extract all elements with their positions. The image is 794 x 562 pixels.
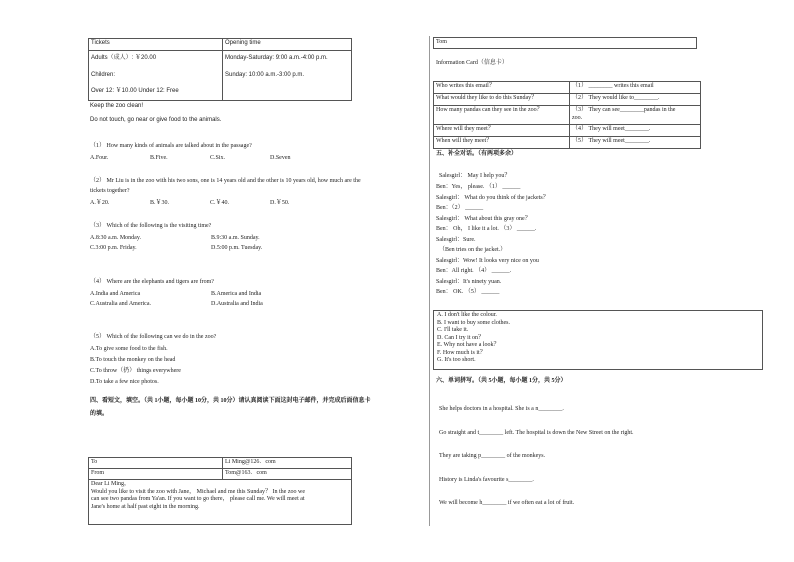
q1-option-c: C.Six. xyxy=(210,155,226,161)
info-q-1: Who writes this email？ xyxy=(434,82,570,94)
q2-option-d: D.￥50. xyxy=(270,200,290,206)
question-2: （2） Mr Liu is in the zoo with his two sons, one is 14 years old and the other is 10 years old, how much are the xyxy=(90,178,361,184)
dialogue-line-9: Salesgirl：Wow! It looks very nice on you xyxy=(436,258,539,264)
info-a-5: （5） They will meet________. xyxy=(570,137,701,149)
sunday-hours: Sunday: 10:00 a.m.-3:00 p.m. xyxy=(225,71,305,78)
email-line-1: Would you like to visit the zoo with Jane， Michael and me this Sunday？ In the zoo we xyxy=(91,488,305,495)
info-card-table xyxy=(433,81,701,149)
q1-option-d: D.Seven xyxy=(270,155,291,161)
choice-b: B. I want to buy some clothes. xyxy=(437,319,510,326)
tom-signature-box xyxy=(433,37,697,49)
email-from-label: From xyxy=(89,469,223,480)
info-card-title: Information Card（信息卡） xyxy=(436,60,508,66)
tickets-header: Tickets xyxy=(89,39,223,51)
opening-header: Opening time xyxy=(223,39,352,51)
notice-animals: Do not touch, go near or give food to the animals. xyxy=(90,117,222,123)
info-a-2: （2） They would like to________. xyxy=(570,94,701,106)
opening-times xyxy=(223,51,352,101)
question-4: （4） Where are the elephants and tigers are from? xyxy=(90,279,214,285)
email-to-value: Li Ming@126．com xyxy=(223,458,352,469)
q5-option-d: D.To take a few nice photos. xyxy=(90,379,159,385)
question-1: （1） How many kinds of animals are talked about in the passage? xyxy=(90,143,252,149)
dialogue-line-1: Salesgirl： May I help you？ xyxy=(439,173,511,179)
question-2-cont: tickets together? xyxy=(90,188,130,194)
info-a-3: （3） They can see________pandas in the xyxy=(572,107,676,113)
info-a-4: （4） They will meet________. xyxy=(570,125,701,137)
info-a-3-cell xyxy=(570,106,701,125)
dialogue-line-11: Salesgirl：It's ninety yuan. xyxy=(436,279,502,285)
q2-option-c: C.￥40. xyxy=(210,200,230,206)
column-divider xyxy=(429,36,430,526)
choice-g: G. It's too short. xyxy=(437,357,476,363)
adult-price: Adults（成人）: ￥20.00 xyxy=(91,55,157,61)
dialogue-line-3: Salesgirl： What do you think of the jackets？ xyxy=(436,195,549,201)
ticket-table xyxy=(88,38,352,101)
email-body xyxy=(89,480,352,525)
q5-option-b: B.To touch the monkey on the head xyxy=(90,357,176,363)
q3-option-d: D.5:00 p.m. Tuesday. xyxy=(211,245,263,251)
ticket-prices xyxy=(89,51,223,101)
section-5-title: 五、补全对话。（有两项多余） xyxy=(436,151,518,157)
spelling-2: Go straight and t________ left. The hospital is down the New Street on the right. xyxy=(439,430,634,436)
choice-d: D. Can I try it on？ xyxy=(437,334,484,341)
q2-option-a: A.￥20. xyxy=(90,200,110,206)
notice-clean: Keep the zoo clean! xyxy=(90,103,144,109)
spelling-4: History is Linda's favourite s________. xyxy=(439,477,534,483)
weekday-hours: Monday-Saturday: 9:00 a.m.-4:00 p.m. xyxy=(225,55,328,61)
email-from-value: Tom@163．com xyxy=(223,469,352,480)
section-4-title: 四、看短文，填空。（共 1小题，每小题 10分，共 10分）请认真阅读下面这封电子邮件，并完成后面信息卡 xyxy=(90,398,371,404)
choice-e: E. Why not have a look？ xyxy=(437,342,500,348)
email-to-label: To xyxy=(89,458,223,469)
children-price: Over 12: ￥10.00 Under 12: Free xyxy=(91,88,179,94)
spelling-5: We will become h________ if we often eat a lot of fruit. xyxy=(439,500,575,506)
dialogue-line-5: Salesgirl： What about this gray one？ xyxy=(436,216,531,222)
children-label: Children: xyxy=(91,71,116,78)
info-q-2: What would they like to do this Sunday？ xyxy=(434,94,570,106)
q5-option-a: A.To give some food to the fish. xyxy=(90,346,168,352)
dialogue-line-4: Ben：（2） ______ xyxy=(436,205,484,211)
email-line-2: can see two pandas from Ya'an. If you want to go there， please call me. We will meet at xyxy=(91,496,305,502)
info-q-3: How many pandas can they see in the zoo？ xyxy=(434,106,570,125)
email-table xyxy=(88,457,352,525)
info-q-4: Where will they meet？ xyxy=(434,125,570,137)
dialogue-line-8: （Ben tries on the jacket.） xyxy=(439,247,507,253)
section-4-title-cont: 的填。 xyxy=(90,411,109,417)
info-a-3-cont: zoo. xyxy=(572,114,583,121)
section-6-title: 六、单词拼写。（共 5小题，每小题 1分，共 5分） xyxy=(436,378,567,384)
email-line-3: Jane's home at half past eight in the morning. xyxy=(91,503,200,510)
choice-f: F. How much is it？ xyxy=(437,349,486,356)
info-a-1: （1） ________ writes this email xyxy=(570,82,701,94)
q1-option-a: A.Four. xyxy=(90,155,109,161)
email-greeting: Dear Li Ming， xyxy=(91,481,130,487)
q1-option-b: B.Five. xyxy=(150,155,168,161)
q4-option-a: A.India and America xyxy=(90,291,141,297)
q4-option-c: C.Australia and America. xyxy=(90,301,151,307)
spelling-1: She helps doctors in a hospital. She is a n________. xyxy=(439,406,564,412)
dialogue-line-7: Salesgirl：Sure. xyxy=(436,237,476,243)
q3-option-a: A.8:30 a.m. Monday. xyxy=(90,235,141,241)
q3-option-b: B.9:30 a.m. Sunday. xyxy=(211,235,260,241)
dialogue-line-2: Ben：Yes， please. （1） ______ xyxy=(436,184,521,190)
q4-option-b: B.America and India xyxy=(211,291,262,297)
dialogue-line-6: Ben： Oh， I like it a lot. （3） ______. xyxy=(436,226,537,232)
dialogue-line-12: Ben： OK. （5） ______ xyxy=(436,289,500,295)
q5-option-c: C.To throw（扔） things everywhere xyxy=(90,368,181,374)
question-5: （5） Which of the following can we do in the zoo? xyxy=(90,334,217,340)
q4-option-d: D.Australia and India xyxy=(211,301,263,307)
q3-option-c: C.3:00 p.m. Friday. xyxy=(90,245,137,251)
q2-option-b: B.￥30. xyxy=(150,200,170,206)
choice-a: A. I don't like the colour. xyxy=(437,312,497,318)
spelling-3: They are taking p________ of the monkeys. xyxy=(439,453,546,459)
dialogue-line-10: Ben：All right. （4） ______. xyxy=(436,268,512,274)
tom-signature: Tom xyxy=(434,38,697,49)
choices-box xyxy=(433,310,763,370)
question-3: （3） Which of the following is the visiting time? xyxy=(90,223,212,229)
info-q-5: When will they meet？ xyxy=(434,137,570,149)
choice-c: C. I'll take it. xyxy=(437,327,469,333)
